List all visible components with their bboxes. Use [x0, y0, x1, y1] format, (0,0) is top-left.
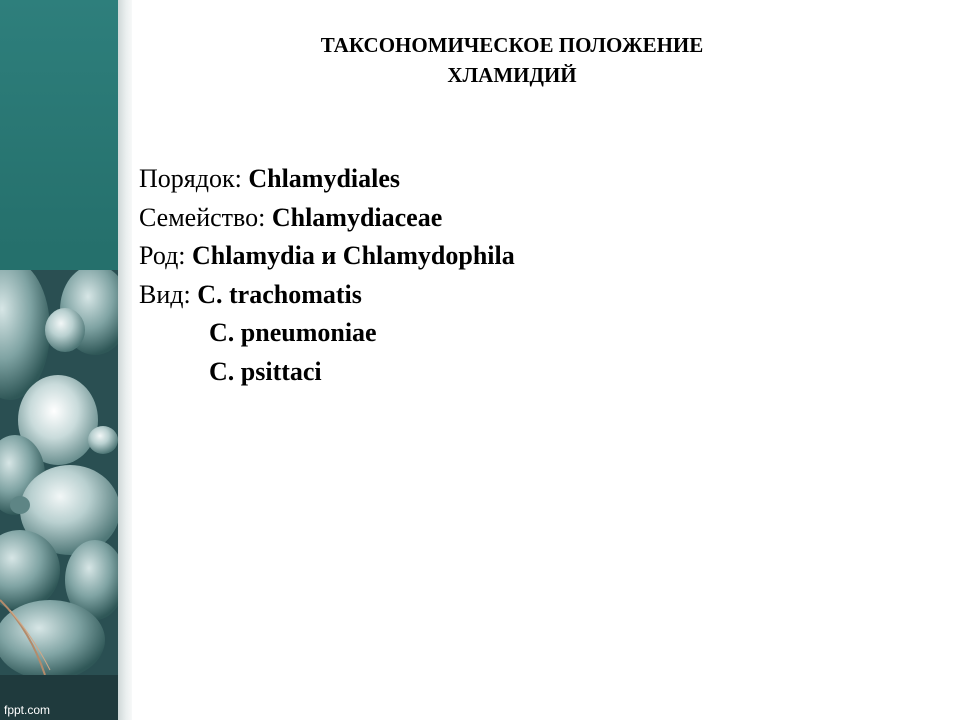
species-line-3: [139, 353, 919, 392]
taxonomy-list: [139, 160, 919, 391]
bacteria-micrograph-image: [0, 270, 118, 675]
genus-label: Род:: [139, 241, 193, 270]
order-line: [139, 160, 919, 199]
species-label: Вид:: [139, 279, 198, 309]
title-line-2: ХЛАМИДИЙ: [447, 63, 577, 87]
fppt-logo[interactable]: fppt.com: [4, 703, 51, 717]
genus-line: [139, 237, 919, 276]
title-line-1: ТАКСОНОМИЧЕСКОЕ ПОЛОЖЕНИЕ: [320, 33, 704, 57]
micrograph-illustration: [0, 270, 118, 675]
species-line-2: [139, 314, 919, 353]
order-label: Порядок:: [139, 164, 249, 193]
family-label: Семейство:: [139, 202, 272, 232]
order-value: Chlamydiales: [248, 164, 401, 193]
species-line: [139, 276, 919, 315]
genus-value: Chlamydia и Chlamydophila: [192, 241, 515, 270]
species-value-3: C. psittaci: [209, 356, 322, 386]
species-value-2: C. pneumoniae: [209, 318, 377, 347]
left-band-highlight: [118, 0, 132, 720]
slide-title: [132, 30, 892, 90]
family-line: [139, 199, 919, 238]
species-value-1: C. trachomatis: [197, 279, 362, 309]
family-value: Chlamydiaceae: [271, 202, 443, 232]
